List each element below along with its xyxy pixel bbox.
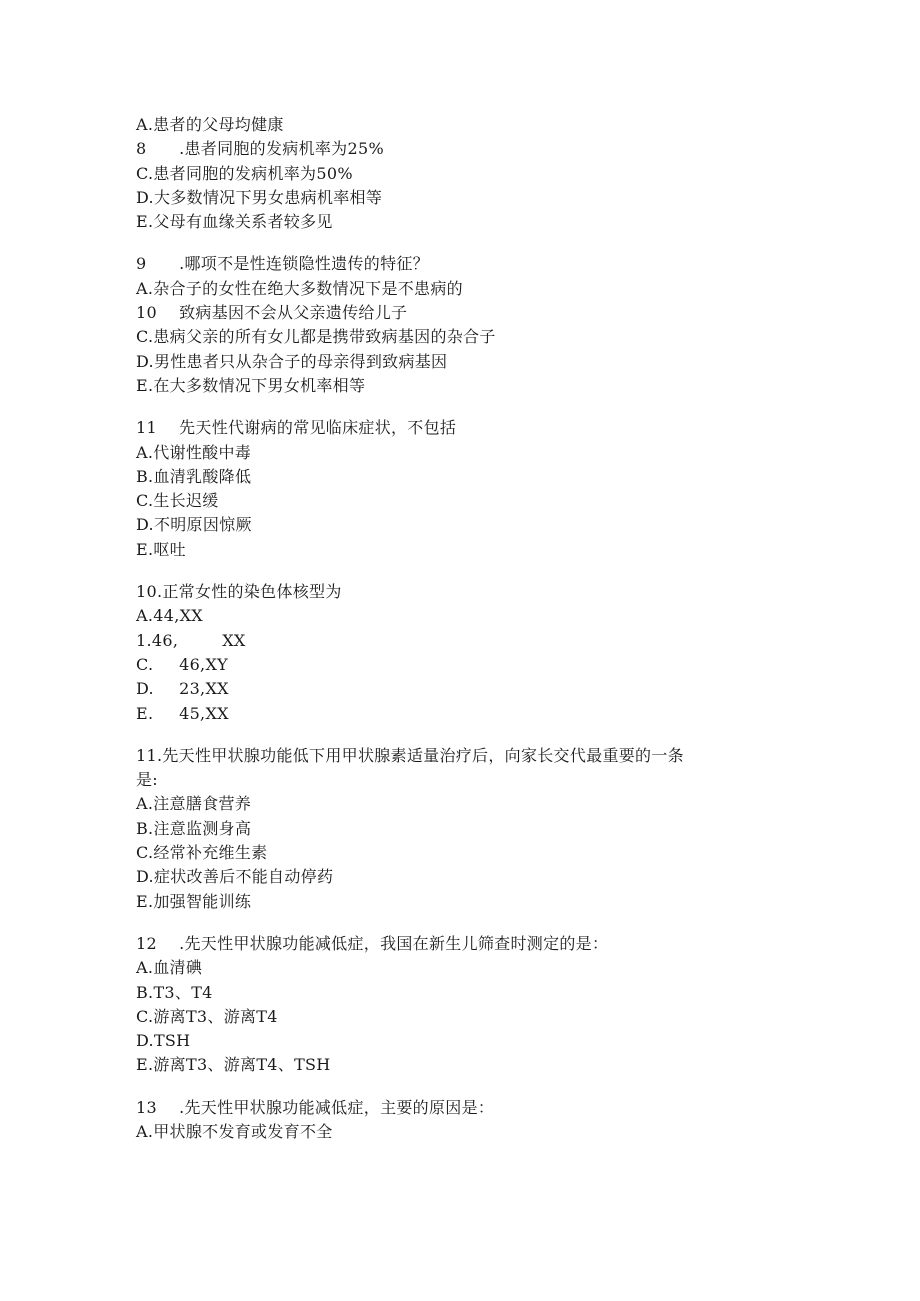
option-c: C.患者同胞的发病机率为50% bbox=[136, 163, 353, 183]
option-b: B.注意监测身高 bbox=[136, 818, 252, 838]
option-a: A.注意膳食营养 bbox=[136, 794, 252, 814]
question-block-8 bbox=[136, 113, 836, 234]
option-d: D. 23,XX bbox=[136, 679, 229, 699]
question-stem: 10.正常女性的染色体核型为 bbox=[136, 582, 342, 602]
question-block-10 bbox=[136, 580, 836, 726]
option-a: A.44,XX bbox=[136, 606, 203, 626]
question-block-9 bbox=[136, 252, 836, 398]
option-a: A.甲状腺不发育或发育不全 bbox=[136, 1121, 333, 1141]
option-e: E.在大多数情况下男女机率相等 bbox=[136, 375, 366, 395]
question-stem: 11 先天性代谢病的常见临床症状，不包括 bbox=[136, 418, 457, 438]
document-page bbox=[136, 113, 836, 1162]
option-d: D.TSH bbox=[136, 1031, 191, 1051]
option-b: 10 致病基因不会从父亲遗传给儿子 bbox=[136, 303, 408, 323]
question-stem: 13 .先天性甲状腺功能减低症，主要的原因是： bbox=[136, 1097, 495, 1117]
option-c: C.患病父亲的所有女儿都是携带致病基因的杂合子 bbox=[136, 327, 496, 347]
option-d: D.男性患者只从杂合子的母亲得到致病基因 bbox=[136, 351, 448, 371]
option-a: A.杂合子的女性在绝大多数情况下是不患病的 bbox=[136, 278, 463, 298]
question-stem-continued: 是: bbox=[136, 770, 158, 790]
option-c: C.游离T3、游离T4 bbox=[136, 1006, 278, 1026]
option-d: D.不明原因惊厥 bbox=[136, 515, 252, 535]
option-e: E. 45,XX bbox=[136, 703, 229, 723]
question-stem: 11.先天性甲状腺功能低下用甲状腺素适量治疗后，向家长交代最重要的一条 bbox=[136, 745, 684, 765]
option-e: E.父母有血缘关系者较多见 bbox=[136, 212, 333, 232]
option-e: E.呕吐 bbox=[136, 539, 186, 559]
option-a: A.患者的父母均健康 bbox=[136, 115, 284, 134]
option-a: A.代谢性酸中毒 bbox=[136, 442, 252, 462]
option-e: E.加强智能训练 bbox=[136, 891, 252, 911]
question-block-12 bbox=[136, 932, 836, 1078]
option-d: D.大多数情况下男女患病机率相等 bbox=[136, 187, 383, 207]
option-b: B.血清乳酸降低 bbox=[136, 466, 252, 486]
option-c: C.生长迟缓 bbox=[136, 491, 219, 511]
option-e: E.游离T3、游离T4、TSH bbox=[136, 1055, 331, 1075]
option-c: C.经常补充维生素 bbox=[136, 843, 268, 863]
question-stem: 9 .哪项不是性连锁隐性遗传的特征？ bbox=[136, 254, 429, 274]
option-b: B.T3、T4 bbox=[136, 982, 213, 1002]
question-block-13 bbox=[136, 1096, 836, 1145]
option-b: 1.46, XX bbox=[136, 630, 246, 650]
option-a: A.血清碘 bbox=[136, 958, 203, 978]
question-stem: 12 .先天性甲状腺功能减低症，我国在新生儿筛查时测定的是： bbox=[136, 933, 609, 953]
option-c: C. 46,XY bbox=[136, 654, 228, 674]
option-d: D.症状改善后不能自动停药 bbox=[136, 867, 334, 887]
question-block-11a bbox=[136, 416, 836, 562]
option-b: 8 .患者同胞的发病机率为25% bbox=[136, 139, 384, 159]
question-block-11b bbox=[136, 744, 836, 914]
